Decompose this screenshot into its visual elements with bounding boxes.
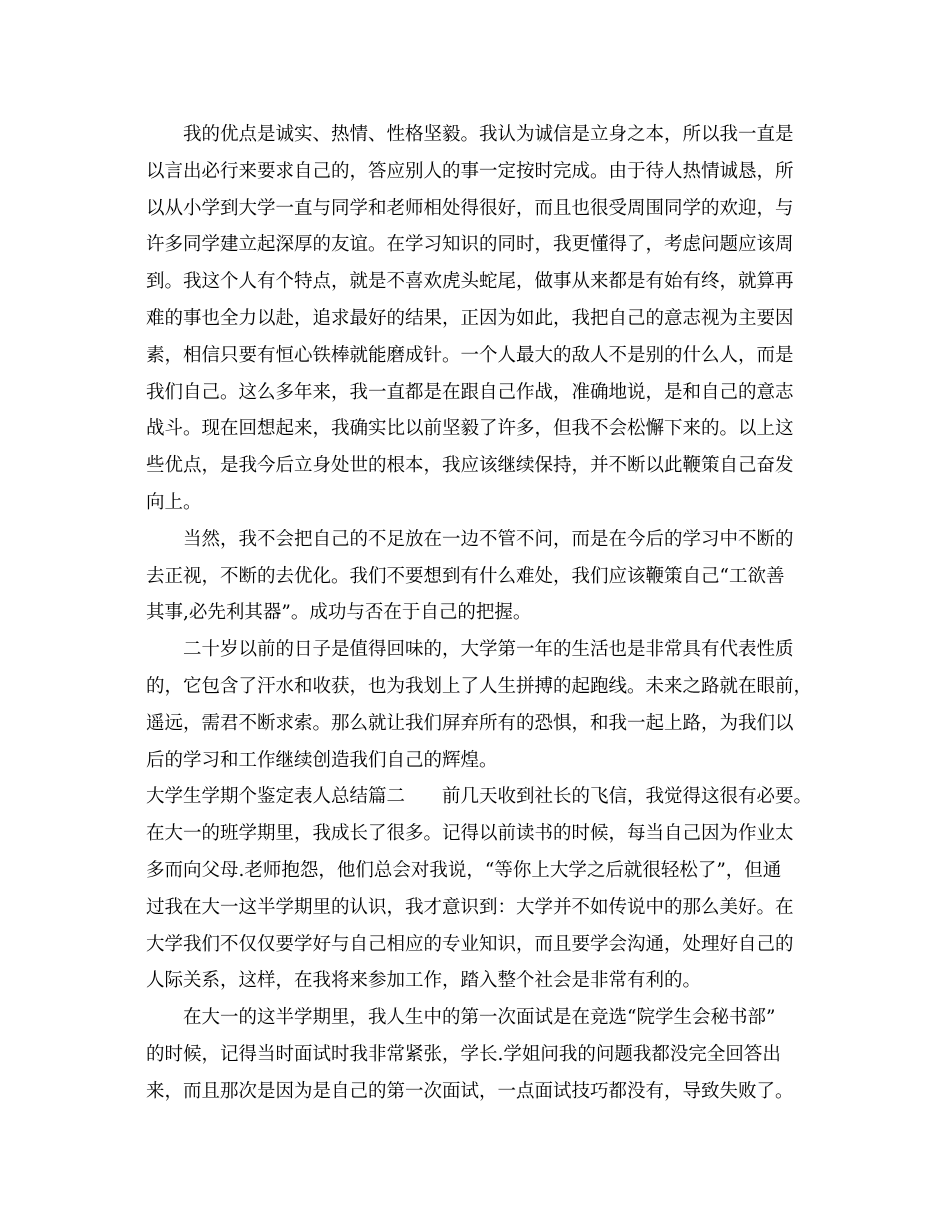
- paragraph-first-line: 二十岁以前的日子是值得回味的，大学第一年的生活也是非常具有代表性质: [183, 639, 794, 661]
- text-line: 的时候，记得当时面试时我非常紧张，学长.学姐问我的问题我都没完全回答出: [146, 1043, 781, 1065]
- document-body: [146, 117, 816, 1111]
- text-line: 以从小学到大学一直与同学和老师相处得很好，而且也很受周围同学的欢迎，与: [146, 197, 794, 219]
- text-line: 来，而且那次是因为是自己的第一次面试，一点面试技巧都没有，导致失败了。: [146, 1080, 794, 1102]
- text-line: 许多同学建立起深厚的友谊。在学习知识的同时，我更懂得了，考虑问题应该周: [146, 234, 794, 256]
- text-line: 以言出必行来要求自己的，答应别人的事一定按时完成。由于待人热情诚恳，所: [146, 160, 794, 182]
- text-line: 些优点，是我今后立身处世的根本，我应该继续保持，并不断以此鞭策自己奋发: [146, 455, 794, 477]
- text-line: 遥远，需君不断求索。那么就让我们屏弃所有的恐惧，和我一起上路，为我们以: [146, 712, 794, 734]
- paragraph-first-line: 在大一的这半学期里，我人生中的第一次面试是在竞选“院学生会秘书部”: [183, 1007, 776, 1029]
- text-line: 在大一的班学期里，我成长了很多。记得以前读书的时候，每当自己因为作业太: [146, 823, 794, 845]
- paragraph-first-line: 当然，我不会把自己的不足放在一边不管不问，而是在今后的学习中不断的: [183, 528, 794, 550]
- paragraph-first-line: 我的优点是诚实、热情、性格坚毅。我认为诚信是立身之本，所以我一直是: [183, 124, 794, 145]
- text-line: 大学生学期个鉴定表人总结篇二 前几天收到社长的飞信，我觉得这很有必要。: [146, 786, 813, 808]
- text-line: 难的事也全力以赴，追求最好的结果，正因为如此，我把自己的意志视为主要因: [146, 307, 794, 329]
- text-line: 的，它包含了汗水和收获，也为我划上了人生拼搏的起跑线。未来之路就在眼前，: [146, 675, 813, 697]
- text-line: 向上。: [146, 491, 202, 513]
- text-line: 过我在大一这半学期里的认识，我才意识到：大学并不如传说中的那么美好。在: [146, 896, 794, 918]
- text-line: 其事,必先利其器”。成功与否在于自己的把握。: [146, 602, 532, 624]
- text-line: 素，相信只要有恒心铁棒就能磨成针。一个人最大的敌人不是别的什么人，而是: [146, 344, 794, 366]
- text-line: 大学我们不仅仅要学好与自己相应的专业知识，而且要学会沟通，处理好自己的: [146, 933, 794, 955]
- text-line: 我们自己。这么多年来，我一直都是在跟自己作战，准确地说，是和自己的意志: [146, 381, 794, 403]
- text-line: 多而向父母.老师抱怨，他们总会对我说，“等你上大学之后就很轻松了”，但通: [146, 859, 782, 881]
- text-line: 到。我这个人有个特点，就是不喜欢虎头蛇尾，做事从来都是有始有终，就算再: [146, 271, 794, 293]
- text-line: 人际关系，这样，在我将来参加工作，踏入整个社会是非常有利的。: [146, 970, 702, 992]
- text-line: 后的学习和工作继续创造我们自己的辉煌。: [146, 749, 498, 771]
- text-line: 去正视，不断的去优化。我们不要想到有什么难处，我们应该鞭策自己“工欲善: [146, 565, 785, 587]
- text-line: 战斗。现在回想起来，我确实比以前坚毅了许多，但我不会松懈下来的。以上这: [146, 418, 794, 440]
